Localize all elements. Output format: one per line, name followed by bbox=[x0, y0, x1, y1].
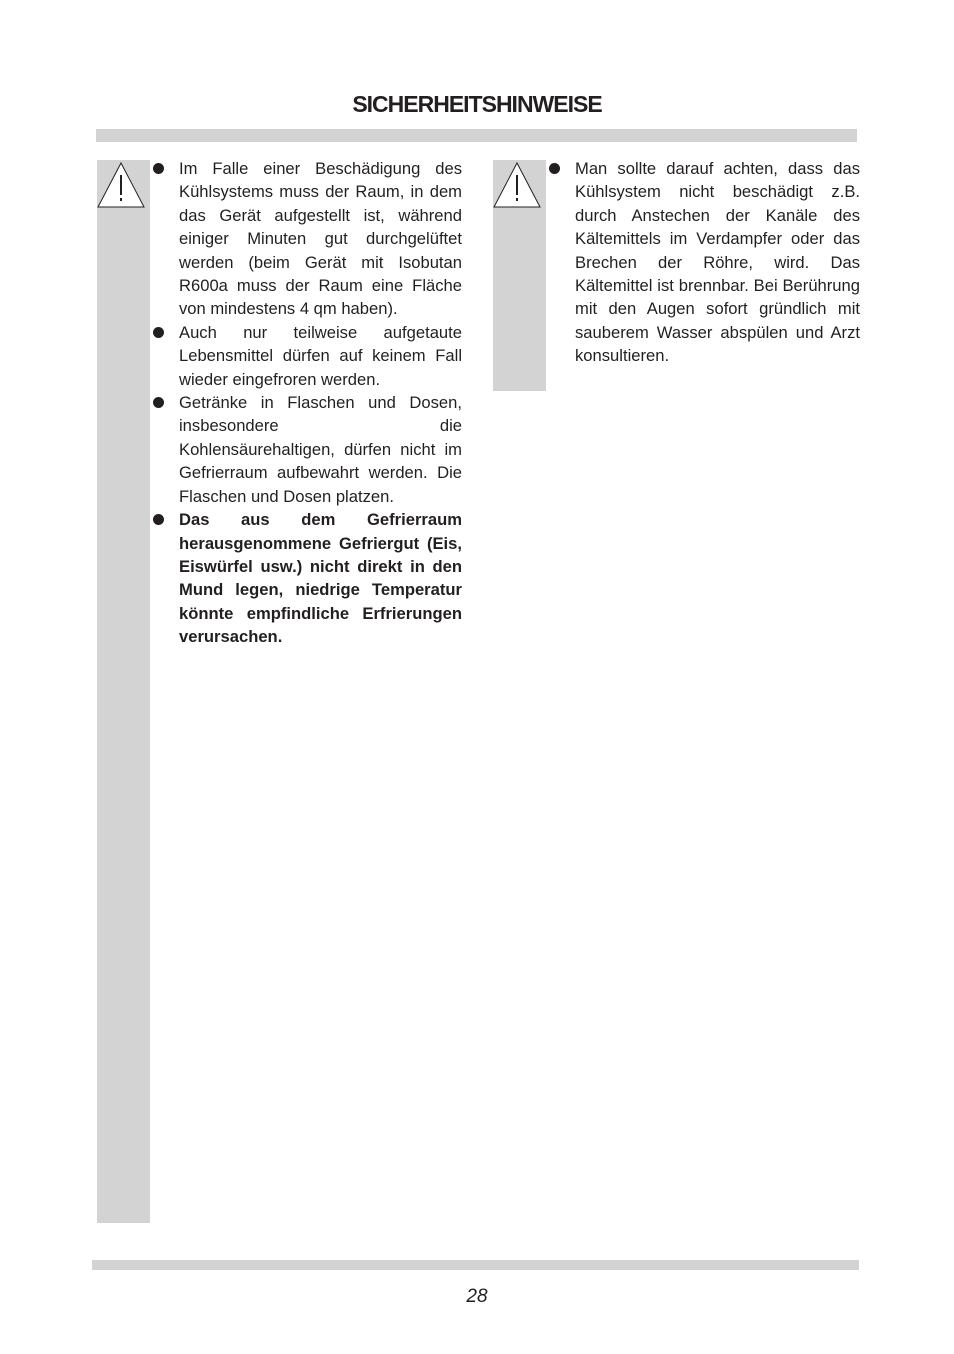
list-item bbox=[152, 157, 462, 321]
list-item bbox=[152, 391, 462, 508]
left-warning-strip bbox=[97, 160, 150, 1223]
footer-rule bbox=[92, 1260, 859, 1270]
page-number: 28 bbox=[466, 1286, 488, 1307]
right-safety-list bbox=[548, 157, 860, 368]
warning-triangle-icon bbox=[492, 161, 542, 209]
list-item-text: Man sollte darauf achten, dass das Kühlsystem nicht beschädigt z.B. durch Anstechen der Kanäle des Kältemittels im Verdampfer oder das Brechen der Röhre, wird. Das Kältemittel ist brennbar. Bei Berührung mit den Augen sofort gründlich mit sauberem Wasser abspülen und Arzt konsultieren. bbox=[575, 159, 860, 366]
list-item-text: Das aus dem Gefrierraum herausgenommene Gefriergut (Eis, Eiswürfel usw.) nicht direkt in den Mund legen, niedrige Temperatur könnte empfindliche Erfrierungen verursachen. bbox=[179, 510, 462, 647]
list-item bbox=[548, 157, 860, 368]
warning-triangle-icon bbox=[96, 161, 146, 209]
list-item bbox=[152, 508, 462, 648]
bullet-dot-icon bbox=[153, 327, 164, 338]
list-item-text: Getränke in Flaschen und Dosen, insbesondere die Kohlensäurehaltigen, dürfen nicht im Gefrierraum aufbewahrt werden. Die Flaschen und Dosen platzen. bbox=[179, 393, 462, 506]
left-safety-list bbox=[152, 157, 462, 649]
list-item-text: Auch nur teilweise aufgetaute Lebensmittel dürfen auf keinem Fall wieder eingefroren werden. bbox=[179, 322, 462, 389]
list-item-text: Im Falle einer Beschädigung des Kühlsystems muss der Raum, in dem das Gerät aufgestellt ist, während einiger Minuten gut durchgelüftet werden (beim Gerät mit Isobutan R600a muss der Raum eine Fläche von mindestens 4 qm haben). bbox=[179, 159, 462, 319]
bullet-dot-icon bbox=[549, 163, 560, 174]
page-title: SICHERHEITSHINWEISE bbox=[352, 91, 602, 117]
bullet-dot-icon bbox=[153, 514, 164, 525]
list-item bbox=[152, 321, 462, 391]
bullet-dot-icon bbox=[153, 163, 164, 174]
header-rule bbox=[96, 129, 857, 142]
bullet-dot-icon bbox=[153, 397, 164, 408]
